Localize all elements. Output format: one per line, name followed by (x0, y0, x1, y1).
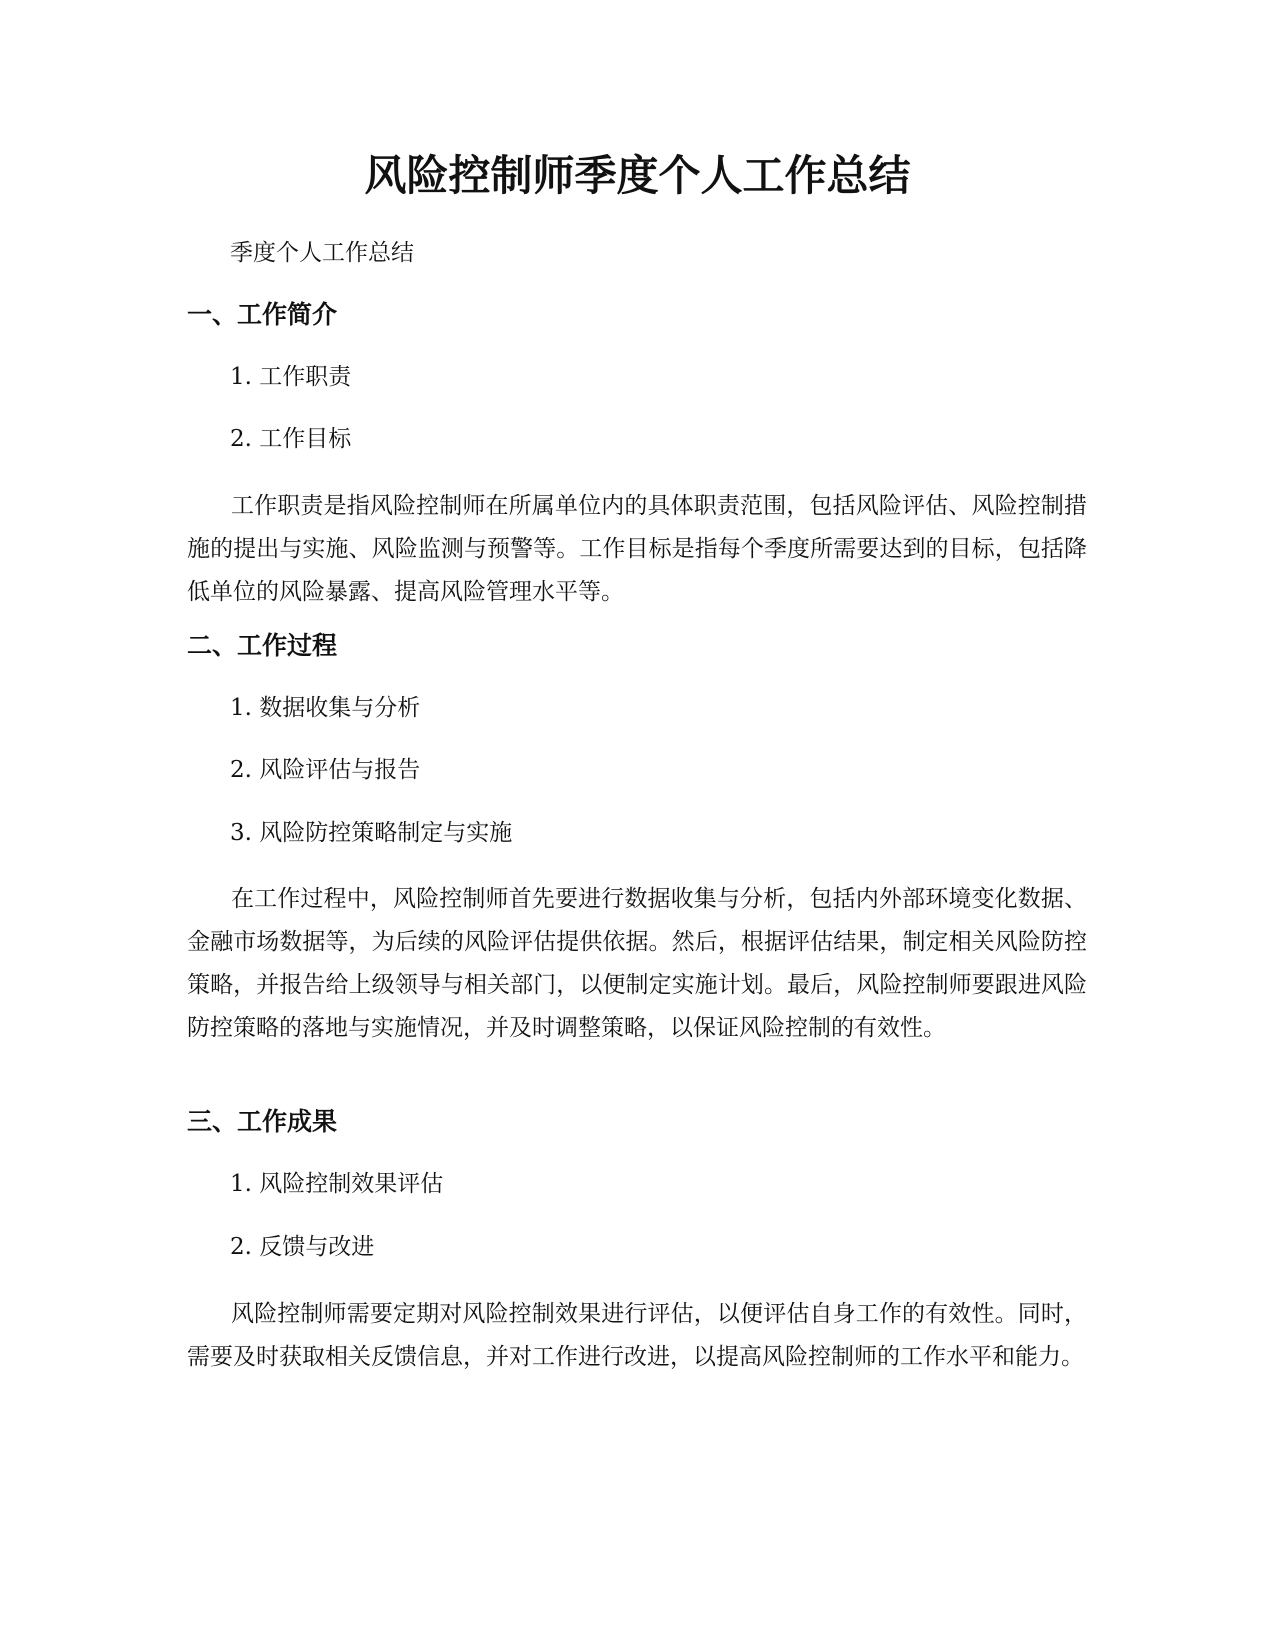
section-paragraph-results: 风险控制师需要定期对风险控制效果进行评估，以便评估自身工作的有效性。同时，需要及时获取相关反馈信息，并对工作进行改进，以提高风险控制师的工作水平和能力。 (187, 1301, 1087, 1370)
list-item: 1. 数据收集与分析 (230, 695, 421, 721)
section-heading-process: 二、工作过程 (187, 631, 338, 660)
section-paragraph-intro: 工作职责是指风险控制师在所属单位内的具体职责范围，包括风险评估、风险控制措施的提出与实施、风险监测与预警等。工作目标是指每个季度所需要达到的目标，包括降低单位的风险暴露、提高风险管理水平等。 (187, 493, 1087, 605)
list-item: 1. 风险控制效果评估 (230, 1171, 444, 1197)
section-heading-results: 三、工作成果 (187, 1107, 338, 1136)
document-subtitle: 季度个人工作总结 (230, 240, 414, 266)
list-item: 2. 风险评估与报告 (230, 757, 421, 783)
list-item: 2. 反馈与改进 (230, 1234, 375, 1260)
list-item: 2. 工作目标 (230, 426, 352, 452)
section-paragraph-process: 在工作过程中，风险控制师首先要进行数据收集与分析，包括内外部环境变化数据、金融市场数据等，为后续的风险评估提供依据。然后，根据评估结果，制定相关风险防控策略，并报告给上级领导与相关部门，以便制定实施计划。最后，风险控制师要跟进风险防控策略的落地与实施情况，并及时调整策略，以保证风险控制的有效性。 (187, 886, 1087, 1041)
document-title: 风险控制师季度个人工作总结 (364, 151, 911, 200)
section-heading-intro: 一、工作简介 (187, 300, 338, 329)
list-item: 3. 风险防控策略制定与实施 (230, 820, 513, 846)
list-item: 1. 工作职责 (230, 364, 352, 390)
